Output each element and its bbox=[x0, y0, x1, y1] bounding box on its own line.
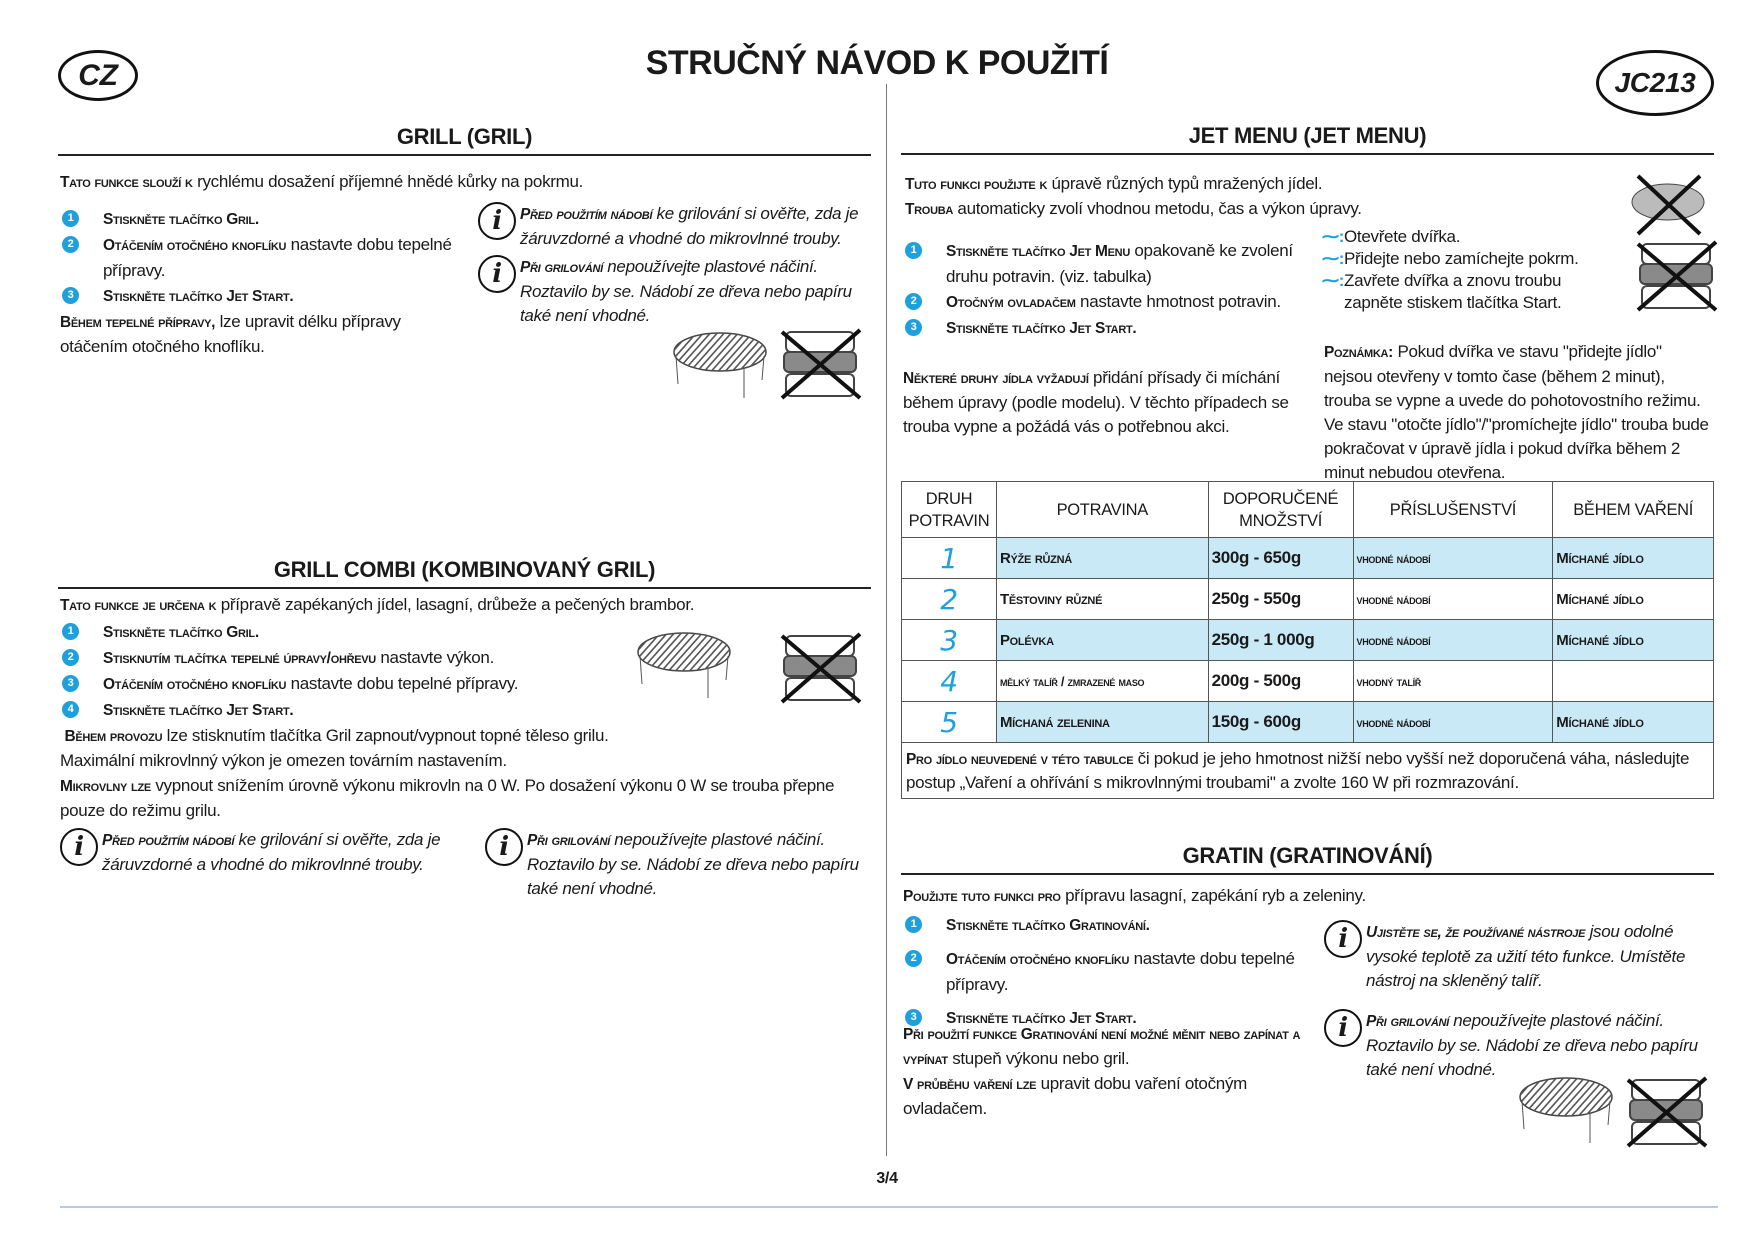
step-item bbox=[60, 671, 660, 697]
combi-heading: GRILL COMBI (KOMBINOVANÝ GRIL) bbox=[58, 557, 871, 589]
text: Otevřete dvířka. bbox=[1344, 227, 1461, 246]
text: ke grilování si ověřte, zda je žáruvzdorné a vhodné do mikrovlnné trouby. bbox=[520, 204, 859, 248]
step-item bbox=[903, 238, 1298, 289]
stir-wave-icon: ⁓: bbox=[1322, 227, 1345, 246]
lead: Pro jídlo neuvedené v této tabulce bbox=[906, 751, 1134, 768]
gratin-intro bbox=[903, 884, 1603, 909]
text: nepoužívejte plastové náčiní. Roztavilo by se. Nádobí ze dřeva nebo papíru také není vhodné. bbox=[520, 257, 852, 325]
step-number-icon: 2 bbox=[62, 649, 79, 666]
step-number-icon: 1 bbox=[905, 242, 922, 259]
text: Maximální mikrovlnný výkon je omezen továrním nastavením. bbox=[60, 751, 507, 770]
text: nepoužívejte plastové náčiní. Roztavilo by se. Nádobí ze dřeva nebo papíru také není vhodné. bbox=[1366, 1011, 1698, 1079]
text: vypnout snížením úrovně výkonu mikrovln na 0 W. Po dosažení výkonu 0 W se trouba přepne pouze do režimu grilu. bbox=[60, 776, 835, 820]
table-cell: Těstoviny různé bbox=[996, 579, 1208, 620]
lead: Mikrovlny lze bbox=[60, 778, 151, 795]
combi-microwave bbox=[60, 774, 870, 823]
step-item bbox=[903, 289, 1298, 315]
table-cell: 1 bbox=[902, 538, 997, 579]
grill-rack-icon bbox=[636, 630, 734, 705]
lead: Ujistěte se, že používané nástroje bbox=[1366, 924, 1586, 941]
column-header: PŘÍSLUŠENSTVÍ bbox=[1353, 482, 1553, 538]
table-cell: Polévka bbox=[996, 620, 1208, 661]
jet-intro bbox=[905, 172, 1465, 222]
language-code: CZ bbox=[78, 58, 118, 92]
text: lze upravit délku přípravy otáčením otočného knoflíku. bbox=[60, 312, 401, 356]
table-cell: 200g - 500g bbox=[1208, 661, 1353, 702]
table-cell: Rýže různá bbox=[996, 538, 1208, 579]
info-icon: i bbox=[478, 202, 516, 240]
step-number-icon: 1 bbox=[905, 916, 922, 933]
text: rychlému dosažení příjemné hnědé kůrky na pokrmu. bbox=[192, 172, 584, 191]
grill-rack-icon bbox=[672, 330, 770, 405]
step-number-icon: 4 bbox=[62, 701, 79, 718]
step-item bbox=[60, 283, 460, 309]
step-item bbox=[60, 645, 660, 671]
step-text bbox=[103, 671, 518, 697]
lead: Stiskněte tlačítko Jet Start. bbox=[946, 1010, 1137, 1027]
step-number-icon: 3 bbox=[905, 319, 922, 336]
text: Pokud dvířka ve stavu "přidejte jídlo" nejsou otevřeny v tomto čase (během 2 minut), trouba se vypne a uvede do pohotovostního režimu. Ve stavu "otočte jídlo"/"promíchejte jídlo" trouba bude pokračovat v úpravě jídla i pokud dvířka během 2 minut nebudou otevřena. bbox=[1324, 342, 1709, 482]
table-cell: Míchané jídlo bbox=[1553, 620, 1714, 661]
table-cell: vhodné nádobí bbox=[1353, 702, 1553, 743]
lead: V průběhu vaření lze bbox=[903, 1076, 1037, 1093]
step-text bbox=[946, 315, 1136, 341]
footer-rule bbox=[60, 1206, 1718, 1208]
table-cell: 5 bbox=[902, 702, 997, 743]
text: nastavte dobu tepelné přípravy. bbox=[286, 674, 519, 693]
text: úpravě různých typů mražených jídel. bbox=[1047, 174, 1323, 193]
lead: Některé druhy jídla vyžadují bbox=[903, 370, 1089, 387]
grill-intro bbox=[60, 170, 660, 195]
jet-some-foods bbox=[903, 366, 1293, 439]
table-cell: Míchaná zelenina bbox=[996, 702, 1208, 743]
text: lze stisknutím tlačítka Gril zapnout/vypnout topné těleso grilu. bbox=[162, 726, 609, 745]
table-cell: 250g - 1 000g bbox=[1208, 620, 1353, 661]
step-number-icon: 2 bbox=[905, 293, 922, 310]
lead: Během provozu bbox=[64, 728, 163, 745]
text: přípravu lasagní, zapékání ryb a zeleniny. bbox=[1060, 886, 1366, 905]
table-cell: 150g - 600g bbox=[1208, 702, 1353, 743]
lead: Před použitím nádobí bbox=[102, 832, 235, 849]
lead: Otočným ovladačem bbox=[946, 294, 1076, 311]
lead: Stiskněte tlačítko Jet Menu bbox=[946, 243, 1130, 260]
table-row bbox=[902, 702, 1714, 743]
lead: Stisknutím tlačítka tepelné úpravy/ohřevu bbox=[103, 650, 376, 667]
step-number-icon: 1 bbox=[62, 210, 79, 227]
stir-wave-icon: ⁓: bbox=[1322, 271, 1345, 290]
info-note bbox=[478, 255, 868, 328]
page-title: STRUČNÝ NÁVOD K POUŽITÍ bbox=[645, 44, 1109, 82]
lead: Stiskněte tlačítko Gratinování. bbox=[946, 917, 1150, 934]
table-footnote bbox=[901, 743, 1714, 799]
step-text bbox=[103, 206, 259, 232]
text: či pokud je jeho hmotnost nižší nebo vyšší než doporučená váha, následujte postup „Vaření a ohřívání s mikrovlnnými troubami" a zvolte 160 W při rozmrazování. bbox=[906, 749, 1690, 792]
step-text bbox=[103, 619, 259, 645]
column-header: DRUH POTRAVIN bbox=[902, 482, 997, 538]
stir-wave-icon: ⁓: bbox=[1322, 249, 1345, 268]
step-number-icon: 1 bbox=[62, 623, 79, 640]
table-row bbox=[902, 661, 1714, 702]
text: upravit dobu vaření otočným ovladačem. bbox=[903, 1074, 1248, 1118]
text: jsou odolné vysoké teplotě za užití této funkce. Umístěte nástroj na skleněný talíř. bbox=[1366, 922, 1686, 990]
grill-rack-icon bbox=[1518, 1075, 1616, 1150]
lead: Použijte tuto funkci pro bbox=[903, 888, 1061, 905]
table-cell: 250g - 550g bbox=[1208, 579, 1353, 620]
step-number-icon: 2 bbox=[905, 950, 922, 967]
text: stupeň výkonu nebo gril. bbox=[947, 1049, 1130, 1068]
no-dish-icon bbox=[776, 632, 866, 709]
table-row bbox=[902, 579, 1714, 620]
column-divider bbox=[886, 84, 887, 1156]
step-text bbox=[103, 283, 293, 309]
text: nastavte dobu tepelné přípravy. bbox=[103, 235, 452, 280]
lead: Otáčením otočného knoflíku bbox=[103, 676, 287, 693]
jet-bullet bbox=[1322, 270, 1622, 314]
table-cell: 2 bbox=[902, 579, 997, 620]
column-header: POTRAVINA bbox=[996, 482, 1208, 538]
text: automaticky zvolí vhodnou metodu, čas a výkon úpravy. bbox=[953, 199, 1362, 218]
table-cell: mělký talíř / zmrazené maso bbox=[996, 661, 1208, 702]
grill-heading: GRILL (GRIL) bbox=[58, 124, 871, 156]
table-cell: 4 bbox=[902, 661, 997, 702]
no-dish-icon bbox=[1622, 1076, 1712, 1153]
lead: Otáčením otočného knoflíku bbox=[103, 237, 287, 254]
lead: Stiskněte tlačítko Gril. bbox=[103, 624, 259, 641]
step-item bbox=[903, 912, 1303, 938]
lead: Tato funkce slouží k bbox=[60, 174, 193, 191]
column-header: BĚHEM VAŘENÍ bbox=[1553, 482, 1714, 538]
step-number-icon: 3 bbox=[905, 1009, 922, 1026]
gratin-note bbox=[903, 1022, 1303, 1121]
step-item bbox=[60, 232, 460, 283]
table-row bbox=[902, 620, 1714, 661]
table-cell: vhodné nádobí bbox=[1353, 620, 1553, 661]
text: opakovaně ke zvolení druhu potravin. (viz. tabulka) bbox=[946, 241, 1293, 286]
text: nastavte výkon. bbox=[375, 648, 495, 667]
text: nastavte dobu tepelné přípravy. bbox=[946, 949, 1295, 994]
lead: Při grilování bbox=[520, 259, 603, 276]
lead: Poznámka: bbox=[1324, 344, 1394, 361]
info-note bbox=[478, 202, 868, 251]
text: ke grilování si ověřte, zda je žáruvzdorné a vhodné do mikrovlnné trouby. bbox=[102, 830, 441, 874]
text: přípravě zapékaných jídel, lasagní, drůbeže a pečených brambor. bbox=[216, 595, 695, 614]
jet-note bbox=[1324, 340, 1714, 485]
step-text bbox=[103, 232, 460, 283]
step-item bbox=[60, 619, 660, 645]
lead: Tato funkce je určena k bbox=[60, 597, 217, 614]
text: nepoužívejte plastové náčiní. Roztavilo by se. Nádobí ze dřeva nebo papíru také není vhodné. bbox=[527, 830, 859, 898]
info-note bbox=[1324, 1009, 1714, 1082]
model-badge bbox=[1596, 50, 1714, 116]
step-text bbox=[103, 645, 494, 671]
table-cell: Míchané jídlo bbox=[1553, 538, 1714, 579]
table-cell: vhodné nádobí bbox=[1353, 579, 1553, 620]
lead: Při použití funkce Gratinování není možné měnit nebo zapínat a vypínat bbox=[903, 1026, 1301, 1068]
jet-bullet bbox=[1322, 226, 1622, 248]
table-cell: Míchané jídlo bbox=[1553, 579, 1714, 620]
table-cell: 3 bbox=[902, 620, 997, 661]
lead: Otáčením otočného knoflíku bbox=[946, 951, 1130, 968]
table-row bbox=[902, 538, 1714, 579]
text: Zavřete dvířka a znovu troubu zapněte stiskem tlačítka Start. bbox=[1344, 271, 1562, 312]
step-item bbox=[60, 697, 660, 723]
gratin-heading: GRATIN (GRATINOVÁNÍ) bbox=[901, 843, 1714, 875]
combi-intro bbox=[60, 593, 860, 618]
table-cell: Míchané jídlo bbox=[1553, 702, 1714, 743]
step-text bbox=[103, 697, 293, 723]
step-number-icon: 3 bbox=[62, 287, 79, 304]
info-icon: i bbox=[60, 828, 98, 866]
lead: Před použitím nádobí bbox=[520, 206, 653, 223]
step-text bbox=[946, 946, 1303, 997]
info-icon: i bbox=[478, 255, 516, 293]
no-dish-icon bbox=[776, 328, 866, 405]
table-cell: vhodný talíř bbox=[1353, 661, 1553, 702]
lead: Během tepelné přípravy, bbox=[60, 314, 216, 331]
lead: Při grilování bbox=[527, 832, 610, 849]
grill-during bbox=[60, 310, 460, 359]
step-item bbox=[60, 206, 460, 232]
combi-operation bbox=[60, 724, 870, 773]
info-note bbox=[60, 828, 445, 901]
table-cell: vhodné nádobí bbox=[1353, 538, 1553, 579]
lead: Stiskněte tlačítko Jet Start. bbox=[103, 288, 294, 305]
lead: Stiskněte tlačítko Jet Start. bbox=[946, 320, 1137, 337]
text: Přidejte nebo zamíchejte pokrm. bbox=[1344, 249, 1579, 268]
info-icon: i bbox=[1324, 920, 1362, 958]
lead: Trouba bbox=[905, 201, 953, 218]
info-icon: i bbox=[1324, 1009, 1362, 1047]
jet-menu-table bbox=[901, 481, 1714, 799]
lead: Tuto funkci použijte k bbox=[905, 176, 1048, 193]
step-item bbox=[903, 315, 1298, 341]
info-icon: i bbox=[485, 828, 523, 866]
jet-heading: JET MENU (JET MENU) bbox=[901, 123, 1714, 155]
grill-section bbox=[60, 170, 660, 203]
info-note bbox=[1324, 920, 1714, 993]
jet-bullet bbox=[1322, 248, 1622, 270]
text: nastavte hmotnost potravin. bbox=[1075, 292, 1281, 311]
text: přidání přísady či míchání během úpravy (podle modelu). V těchto případech se trouba vypne a požádá vás o potřebnou akci. bbox=[903, 368, 1289, 436]
step-item bbox=[903, 946, 1303, 997]
column-header: DOPORUČENÉ MNOŽSTVÍ bbox=[1208, 482, 1353, 538]
no-rack-icon bbox=[1628, 174, 1708, 241]
lead: Stiskněte tlačítko Gril. bbox=[103, 211, 259, 228]
page-number: 3/4 bbox=[876, 1170, 898, 1187]
step-text bbox=[946, 238, 1298, 289]
table-cell: 300g - 650g bbox=[1208, 538, 1353, 579]
step-text bbox=[946, 912, 1150, 938]
step-number-icon: 2 bbox=[62, 236, 79, 253]
info-note bbox=[485, 828, 870, 901]
no-dish-icon bbox=[1632, 240, 1722, 317]
step-number-icon: 3 bbox=[62, 675, 79, 692]
lead: Při grilování bbox=[1366, 1013, 1449, 1030]
model-code: JC213 bbox=[1614, 67, 1696, 98]
lead: Stiskněte tlačítko Jet Start. bbox=[103, 702, 294, 719]
step-text bbox=[946, 289, 1281, 315]
table-cell bbox=[1553, 661, 1714, 702]
